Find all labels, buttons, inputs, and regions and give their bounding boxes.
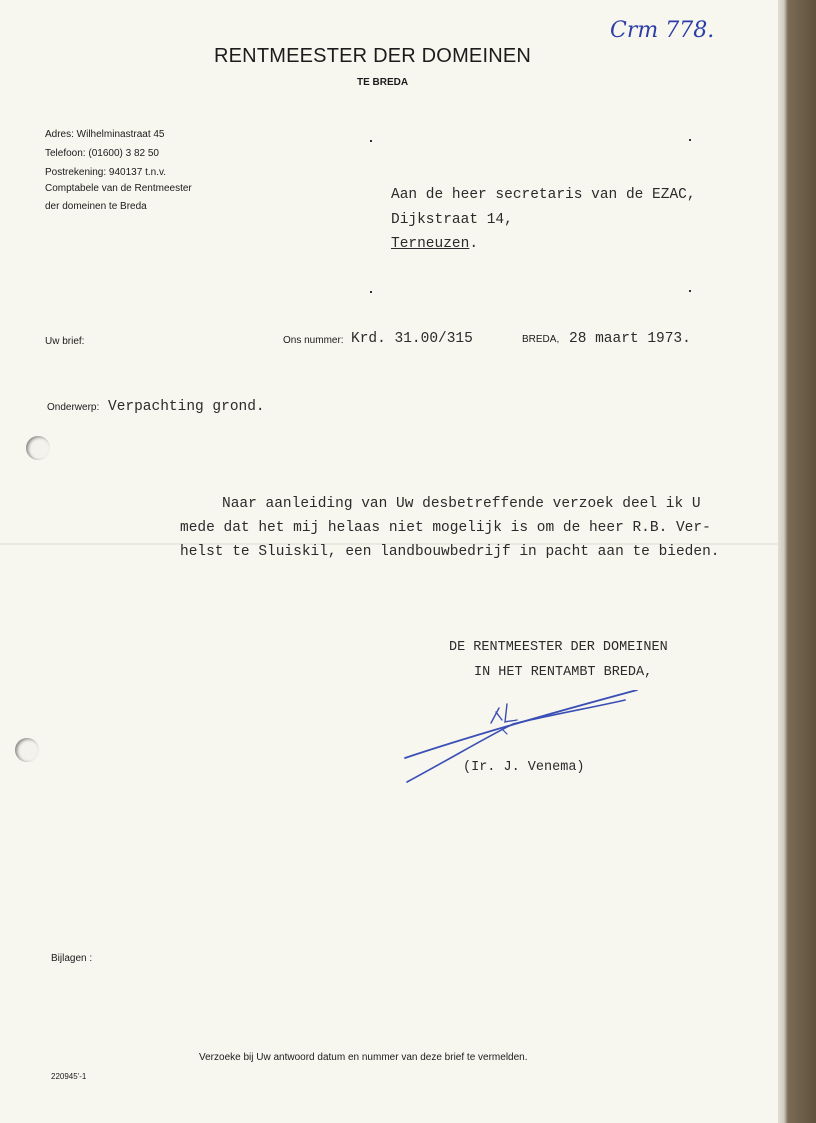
footer-note: Verzoeke bij Uw antwoord datum en nummer van deze brief te vermelden. bbox=[199, 1052, 528, 1063]
signature-stroke bbox=[503, 730, 507, 734]
letterhead-title: RENTMEESTER DER DOMEINEN bbox=[214, 45, 532, 67]
address-window-mark-br bbox=[689, 290, 691, 292]
letter-date: 28 maart 1973. bbox=[569, 331, 691, 347]
place-label: BREDA, bbox=[522, 334, 560, 345]
sender-address: Adres: Wilhelminastraat 45 bbox=[45, 129, 165, 140]
subject-label: Onderwerp: bbox=[47, 402, 100, 413]
signature-stroke bbox=[405, 690, 637, 758]
handwritten-signature bbox=[395, 690, 645, 790]
attachments-label: Bijlagen : bbox=[51, 953, 93, 964]
sender-account: Postrekening: 940137 t.n.v. bbox=[45, 167, 167, 178]
subject-value: Verpachting grond. bbox=[108, 399, 265, 415]
body-line-1: Naar aanleiding van Uw desbetreffende verzoek deel ik U bbox=[222, 496, 701, 512]
form-code: 220945'-1 bbox=[51, 1072, 87, 1081]
recipient-city-line bbox=[391, 236, 478, 252]
signature-title-2: IN HET RENTAMBT BREDA, bbox=[474, 665, 653, 680]
scan-background-edge bbox=[778, 0, 816, 1123]
our-number-label: Ons nummer: bbox=[283, 335, 344, 346]
punch-hole-bottom bbox=[15, 738, 39, 762]
signature-title-1: DE RENTMEESTER DER DOMEINEN bbox=[449, 640, 668, 655]
our-number-value: Krd. 31.00/315 bbox=[351, 331, 473, 347]
punch-hole-top bbox=[26, 436, 50, 460]
body-line-2: mede dat het mij helaas niet mogelijk is om de heer R.B. Ver- bbox=[180, 520, 711, 536]
address-window-mark-tr bbox=[689, 139, 691, 141]
signature-stroke bbox=[491, 704, 517, 723]
sender-account-holder-1: Comptabele van de Rentmeester bbox=[45, 183, 192, 194]
recipient-line-2: Dijkstraat 14, bbox=[391, 212, 513, 228]
recipient-line-1: Aan de heer secretaris van de EZAC, bbox=[391, 187, 696, 203]
address-window-mark-tl bbox=[370, 140, 372, 142]
body-line-3: helst te Sluiskil, een landbouwbedrijf in pacht aan te bieden. bbox=[180, 544, 720, 560]
recipient-city-suffix: . bbox=[469, 236, 479, 252]
handwritten-margin-note: Crm 778. bbox=[610, 18, 715, 43]
letterhead-subtitle: TE BREDA bbox=[357, 77, 409, 88]
recipient-city: Terneuzen bbox=[391, 236, 470, 252]
address-window-mark-bl bbox=[370, 291, 372, 293]
signatory-name: (Ir. J. Venema) bbox=[463, 760, 585, 775]
sender-phone: Telefoon: (01600) 3 82 50 bbox=[45, 148, 159, 159]
your-letter-label: Uw brief: bbox=[45, 336, 85, 347]
sender-account-holder-2: der domeinen te Breda bbox=[45, 201, 147, 212]
